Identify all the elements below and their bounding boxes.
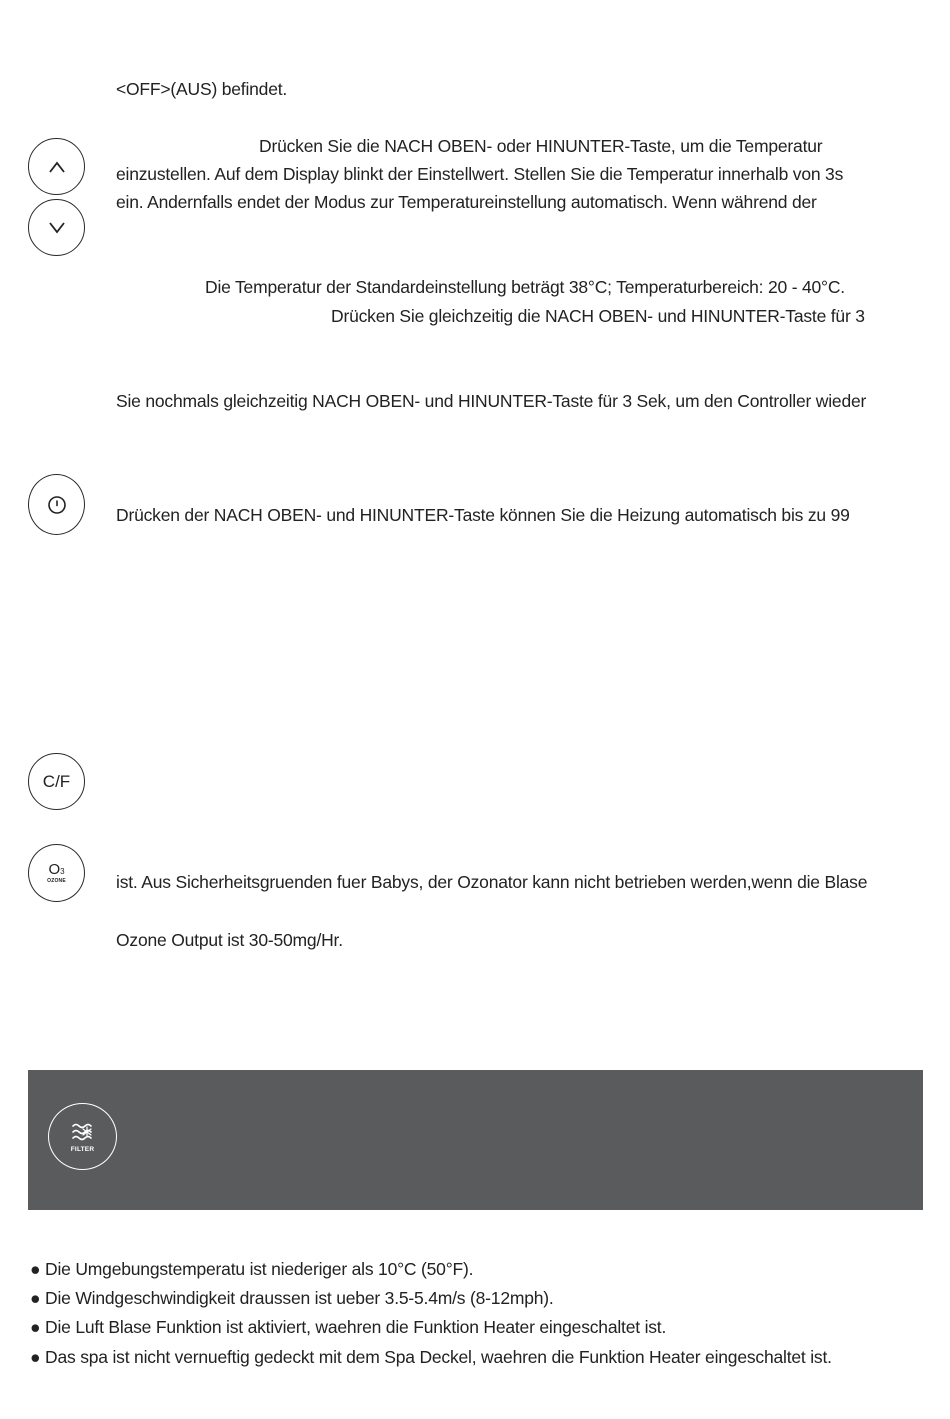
text-line-off-status: <OFF>(AUS) befindet. — [116, 79, 288, 99]
timer-icon — [46, 494, 68, 516]
text-line-ozone-safety: ist. Aus Sicherheitsgruenden fuer Babys, der Ozonator kann nicht betrieben werden,wenn die Blase — [116, 872, 868, 892]
text-line-timer: Drücken der NACH OBEN- und HINUNTER-Taste können Sie die Heizung automatisch bis zu 99 — [116, 505, 850, 525]
ozone-button[interactable] — [28, 844, 85, 902]
timer-button[interactable] — [28, 474, 85, 535]
text-line-lock-press: Drücken Sie gleichzeitig die NACH OBEN- und HINUNTER-Taste für 3 — [331, 306, 865, 326]
chevron-down-icon — [47, 221, 67, 235]
list-item: ● Das spa ist nicht vernueftig gedeckt mit dem Spa Deckel, waehren die Funktion Heater eingeschaltet ist. — [30, 1347, 832, 1367]
down-button[interactable] — [28, 199, 85, 256]
text-line-temp-press: Drücken Sie die NACH OBEN- oder HINUNTER-Taste, um die Temperatur — [259, 136, 823, 156]
list-item: ● Die Umgebungstemperatu ist niederiger als 10°C (50°F). — [30, 1259, 474, 1279]
ozone-symbol: O — [48, 861, 61, 878]
chevron-up-icon — [47, 160, 67, 174]
text-line-unlock: Sie nochmals gleichzeitig NACH OBEN- und HINUNTER-Taste für 3 Sek, um den Controller wieder — [116, 391, 867, 411]
ozone-icon — [47, 862, 66, 884]
list-item: ● Die Luft Blase Funktion ist aktiviert, waehren die Funktion Heater eingeschaltet ist. — [30, 1317, 667, 1337]
text-line-ozone-output: Ozone Output ist 30-50mg/Hr. — [116, 930, 343, 950]
up-button[interactable] — [28, 138, 85, 195]
text-line-temp-display: einzustellen. Auf dem Display blinkt der Einstellwert. Stellen Sie die Temperatur innerhalb von 3s — [116, 164, 844, 184]
filter-button[interactable] — [48, 1103, 117, 1170]
text-line-default-temp: Die Temperatur der Standardeinstellung beträgt 38°C; Temperaturbereich: 20 - 40°C. — [205, 277, 845, 297]
list-item: ● Die Windgeschwindigkeit draussen ist ueber 3.5-5.4m/s (8-12mph). — [30, 1288, 554, 1308]
ozone-label: OZONE — [47, 878, 66, 884]
ozone-subscript: 3 — [60, 867, 65, 876]
cf-label: C/F — [42, 771, 71, 791]
filter-label: FILTER — [70, 1145, 95, 1153]
text-line-temp-mode: ein. Andernfalls endet der Modus zur Temperatureinstellung automatisch. Wenn während der — [116, 192, 817, 212]
filter-waves-icon — [70, 1121, 96, 1143]
filter-banner — [28, 1070, 923, 1210]
cf-button[interactable] — [28, 753, 85, 810]
